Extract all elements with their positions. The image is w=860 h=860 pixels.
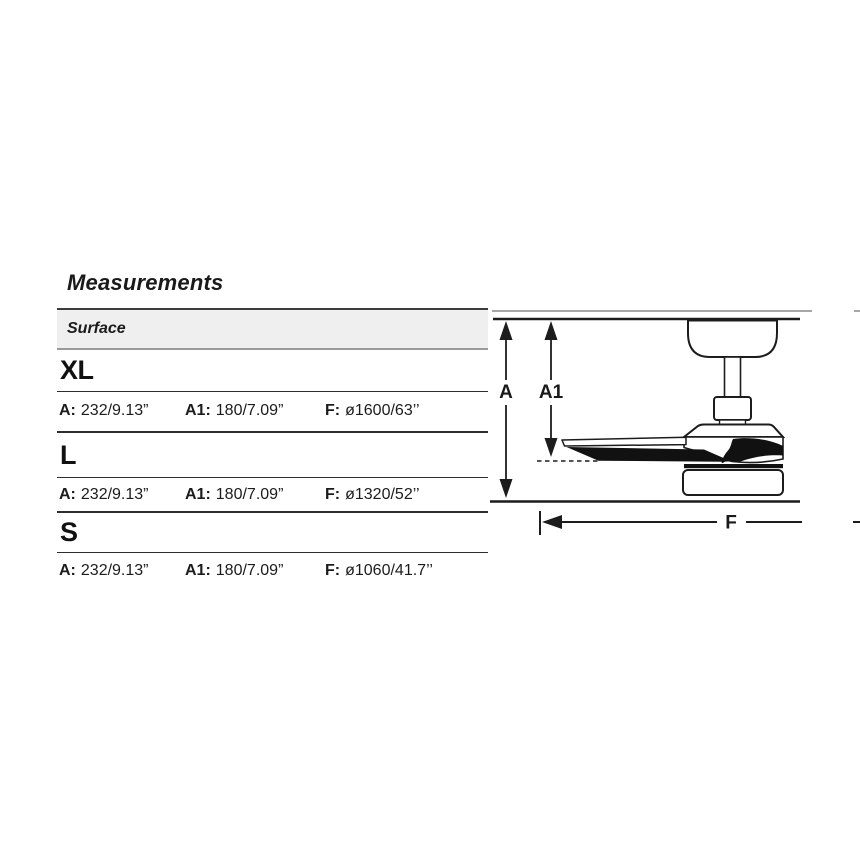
measurement-a-value: 232/9.13”	[80, 402, 149, 420]
measurement-f-label: F:	[325, 561, 341, 579]
dimension-label-a: A	[499, 382, 513, 403]
table-header-surface	[57, 308, 488, 350]
measurement-a1-label: A1:	[185, 561, 211, 579]
measurement-a1-label: A1:	[185, 402, 211, 420]
table-header-label: Surface	[67, 320, 126, 337]
f-dimension-arrowhead	[542, 515, 562, 529]
dimension-arrow-a1	[535, 321, 568, 457]
measurement-f	[325, 486, 420, 504]
measurement-a1-value: 180/7.09”	[215, 561, 284, 579]
measurement-a1-label: A1:	[185, 485, 211, 503]
measurement-f-value: ø1600/63’’	[345, 402, 420, 420]
fan-light-kit	[683, 470, 783, 495]
fan-blade-top	[562, 437, 686, 446]
size-label: L	[60, 439, 76, 470]
fan-drawing	[562, 321, 783, 496]
measurement-a1-value: 180/7.09”	[215, 485, 284, 503]
measurement-a-value: 232/9.13”	[80, 561, 149, 579]
dimension-arrow-a	[493, 321, 519, 498]
measurement-a-label: A:	[59, 485, 76, 503]
measurement-a1	[185, 402, 325, 420]
measurement-a1-value: 180/7.09”	[215, 402, 284, 420]
measurement-a	[59, 562, 185, 580]
f-dimension	[540, 511, 860, 535]
data-row-l	[57, 478, 488, 513]
motor-separator-band	[684, 464, 783, 468]
measurement-f-value: ø1320/52’’	[345, 485, 420, 503]
fan-canopy	[688, 321, 777, 358]
measurement-a-label: A:	[59, 561, 76, 579]
measurements-table	[57, 308, 488, 588]
measurement-a-value: 232/9.13”	[80, 485, 149, 503]
dimension-label-f: F	[725, 512, 737, 534]
data-row-xl	[57, 392, 488, 434]
measurement-a1	[185, 486, 325, 504]
measurement-f-label: F:	[325, 402, 341, 420]
size-label: S	[60, 517, 78, 547]
fan-downrod	[725, 357, 741, 398]
size-row-s	[57, 513, 488, 553]
measurement-a1	[185, 562, 325, 580]
size-row-xl	[57, 350, 488, 392]
measurement-f-value: ø1060/41.7’’	[345, 561, 433, 579]
measurement-a	[59, 402, 185, 420]
measurement-f	[325, 562, 433, 580]
fan-ball-coupler	[714, 397, 751, 420]
fan-side-view-diagram	[480, 295, 860, 550]
page-title: Measurements	[67, 270, 224, 295]
measurement-f-label: F:	[325, 485, 341, 503]
size-row-l	[57, 433, 488, 478]
measurement-f	[325, 402, 420, 420]
measurement-a	[59, 486, 185, 504]
fan-motor-cap	[684, 425, 783, 438]
dimension-label-a1: A1	[538, 382, 564, 403]
size-label: XL	[60, 354, 94, 385]
data-row-s	[57, 553, 488, 588]
measurement-a-label: A:	[59, 402, 76, 420]
